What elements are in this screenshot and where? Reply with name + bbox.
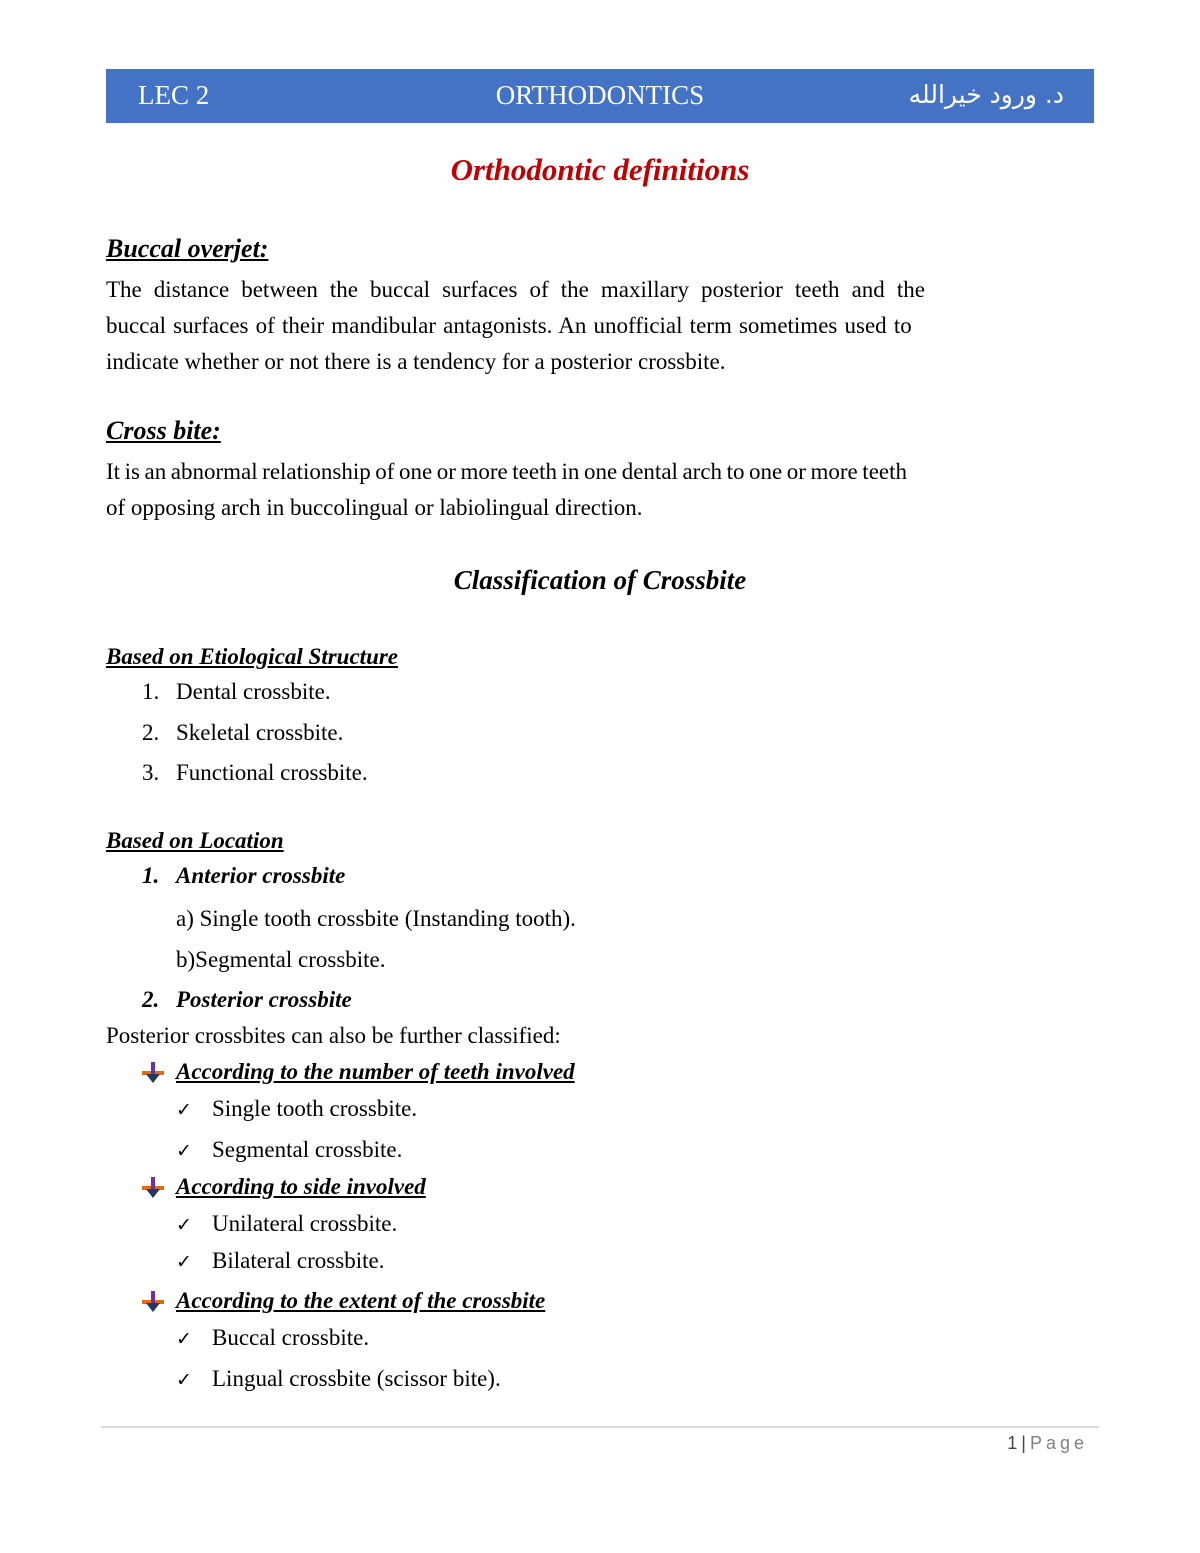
cross-bite-heading: Cross bite: (106, 416, 221, 445)
item-text: Dental crossbite. (176, 679, 331, 704)
item-number: 2. (142, 987, 160, 1012)
check-list-item (176, 1096, 417, 1122)
check-list-item (176, 1211, 397, 1237)
down-arrow-bullet-icon (142, 1177, 164, 1199)
item-text: Lingual crossbite (scissor bite). (212, 1366, 501, 1391)
check-list-item (176, 1248, 384, 1274)
checkmark-icon: ✓ (176, 1251, 192, 1273)
page-title: Orthodontic definitions (450, 152, 750, 187)
definition-line: buccal surfaces of their mandibular antagonists. An unofficial term sometimes used to (106, 313, 912, 338)
number-of-teeth-heading: According to the number of teeth involved (176, 1059, 575, 1084)
page-label: Page (1029, 1433, 1088, 1453)
location-heading: Based on Location (106, 828, 284, 853)
lecture-number: LEC 2 (138, 80, 210, 110)
down-arrow-bullet-icon (142, 1291, 164, 1313)
checkmark-icon: ✓ (176, 1140, 192, 1162)
check-list-item (176, 1325, 369, 1351)
checkmark-icon: ✓ (176, 1369, 192, 1391)
item-text: Bilateral crossbite. (212, 1248, 385, 1273)
item-marker: b) (176, 947, 196, 972)
item-number: 1. (142, 863, 160, 888)
item-text: Single tooth crossbite (Instanding tooth). (199, 906, 576, 931)
item-text: Buccal crossbite. (212, 1325, 370, 1350)
item-text: Segmental crossbite. (195, 947, 386, 972)
definition-line: The distance between the buccal surfaces of the maxillary posterior teeth and the (106, 277, 925, 302)
item-text: Single tooth crossbite. (212, 1096, 418, 1121)
footer-divider (101, 1426, 1099, 1428)
course-title: ORTHODONTICS (495, 80, 705, 110)
list-item (142, 760, 368, 786)
item-text: Posterior crossbite (176, 987, 352, 1012)
sub-list-item (176, 906, 576, 932)
etiological-heading: Based on Etiological Structure (106, 644, 399, 669)
posterior-crossbite-item (142, 987, 352, 1013)
item-number: 2. (142, 720, 160, 745)
item-number: 3. (142, 760, 160, 785)
posterior-note: Posterior crossbites can also be further classified: (106, 1023, 561, 1048)
item-marker: a) (176, 906, 194, 931)
page-footer (1007, 1433, 1088, 1454)
definition-line: of opposing arch in buccolingual or labiolingual direction. (106, 495, 643, 520)
checkmark-icon: ✓ (176, 1099, 192, 1121)
footer-separator: | (1021, 1433, 1026, 1453)
check-list-item (176, 1137, 402, 1163)
item-text: Skeletal crossbite. (176, 720, 344, 745)
list-item (142, 720, 343, 746)
list-item (142, 679, 331, 705)
classification-title: Classification of Crossbite (453, 565, 747, 595)
check-list-item (176, 1366, 501, 1392)
buccal-overjet-definition (106, 272, 1094, 380)
item-text: Functional crossbite. (176, 760, 368, 785)
checkmark-icon: ✓ (176, 1214, 192, 1236)
item-text: Segmental crossbite. (212, 1137, 403, 1162)
header-bar (106, 69, 1094, 123)
cross-bite-definition (106, 454, 1094, 526)
buccal-overjet-heading: Buccal overjet: (106, 234, 269, 263)
definition-line: indicate whether or not there is a tendency for a posterior crossbite. (106, 349, 726, 374)
sub-list-item (176, 947, 386, 973)
definition-line: It is an abnormal relationship of one or more teeth in one dental arch to one or more teeth (106, 459, 908, 484)
item-text: Unilateral crossbite. (212, 1211, 398, 1236)
item-text: Anterior crossbite (176, 863, 346, 888)
down-arrow-bullet-icon (142, 1062, 164, 1084)
page-number: 1 (1007, 1433, 1018, 1453)
item-number: 1. (142, 679, 160, 704)
side-involved-heading: According to side involved (176, 1174, 426, 1199)
checkmark-icon: ✓ (176, 1328, 192, 1350)
author-name: د. ورود خيرالله (908, 80, 1064, 109)
extent-heading: According to the extent of the crossbite (176, 1288, 546, 1313)
anterior-crossbite-item (142, 863, 345, 889)
